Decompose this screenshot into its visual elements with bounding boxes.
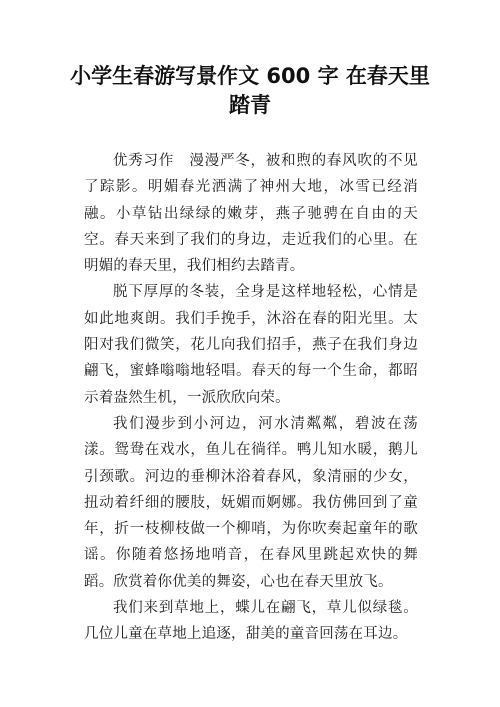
paragraph: 我们来到草地上，蝶儿在翩飞，草儿似绿毯。几位儿童在草地上追逐，甜美的童音回荡在耳边。 — [84, 600, 418, 643]
title-line-2: 踏青 — [229, 93, 271, 117]
article-body — [84, 148, 418, 648]
title-line-1: 小学生春游写景作文 600 字 在春天里 — [70, 64, 430, 88]
paragraph: 脱下厚厚的冬装，全身是这样地轻松，心情是如此地爽朗。我们手挽手，沐浴在春的阳光里。太阳对我们微笑，花儿向我们招手，燕子在我们身边翩飞，蜜蜂嗡嗡地轻唱。春天的每一个生命，都昭示着盎然生机，一派欣欣向荣。 — [84, 284, 418, 406]
paragraph: 我们漫步到小河边，河水清粼粼，碧波在荡漾。鸳鸯在戏水，鱼儿在徜徉。鸭儿知水暖，鹅儿引颈歌。河边的垂柳沐浴着春风，象清丽的少女，扭动着纤细的腰肢，妩媚而婀娜。我仿佛回到了童年，折一枝柳枝做一个柳哨，为你吹奏起童年的歌谣。你随着悠扬地哨音，在春风里跳起欢快的舞蹈。欣赏着你优美的舞姿，心也在春天里放飞。 — [84, 415, 418, 590]
document-title — [60, 62, 440, 120]
paragraph: 优秀习作 漫漫严冬，被和煦的春风吹的不见了踪影。明媚春光洒满了神州大地，冰雪已经消融。小草钻出绿绿的嫩芽，燕子驰骋在自由的天空。春天来到了我们的身边，走近我们的心里。在明媚的春天里，我们相约去踏青。 — [84, 153, 418, 275]
